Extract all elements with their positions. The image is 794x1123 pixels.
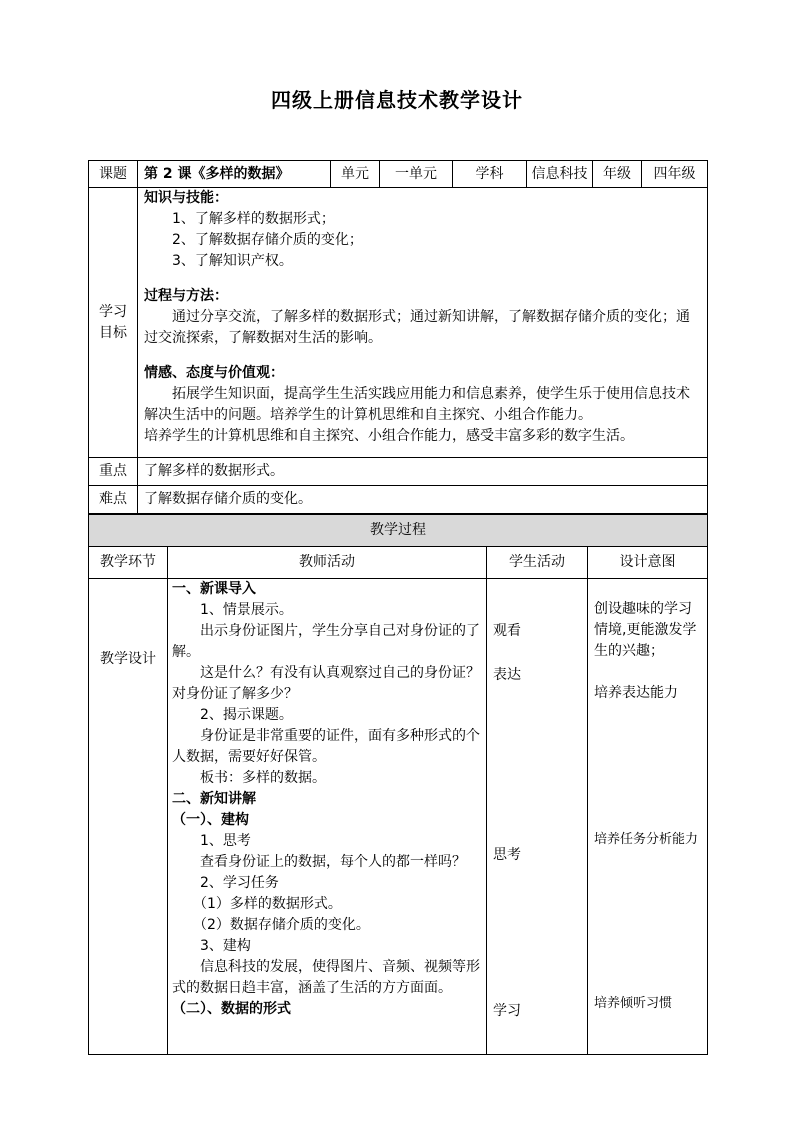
unit-label: 单元 — [331, 161, 380, 188]
teacher-heading-4: （二）、数据的形式 — [172, 1001, 291, 1017]
student-activity-4: 学习 — [493, 1003, 521, 1019]
teacher-heading-1: 一、新课导入 — [172, 581, 256, 597]
teacher-line-2: 出示身份证图片，学生分享自己对身份证的了解。 — [172, 623, 480, 660]
process-content-row — [89, 579, 708, 1055]
subject-label: 学科 — [453, 161, 527, 188]
document-title: 四级上册信息技术教学设计 — [271, 88, 523, 112]
teacher-line-13: 信息科技的发展，使得图片、音频、视频等形式的数据日趋丰富，涵盖了生活的方方面面。 — [172, 959, 480, 996]
intent-2: 培养表达能力 — [594, 685, 678, 701]
teacher-line-6: 板书：多样的数据。 — [200, 770, 326, 786]
difficulty-label: 难点 — [89, 486, 138, 514]
col-header-teacher: 教师活动 — [168, 547, 487, 579]
student-activity-cell — [487, 579, 588, 1055]
teacher-line-8: 查看身份证上的数据，每个人的都一样吗？ — [200, 854, 466, 870]
process-header-row — [89, 547, 708, 579]
header-row — [89, 161, 708, 188]
process-heading: 过程与方法： — [144, 288, 228, 304]
teacher-line-5: 身份证是非常重要的证件，面有多种形式的个人数据，需要好好保管。 — [172, 728, 480, 765]
knowledge-item-2: 2、了解数据存储介质的变化； — [172, 232, 363, 248]
intent-3: 培养任务分析能力 — [594, 832, 699, 847]
teacher-line-3: 这是什么？有没有认真观察过自己的身份证？对身份证了解多少？ — [172, 665, 480, 702]
stage-cell: 教学设计 — [89, 579, 168, 1055]
col-header-stage: 教学环节 — [89, 547, 168, 579]
teacher-line-4: 2、揭示课题。 — [200, 707, 293, 723]
student-activity-3: 思考 — [493, 847, 521, 863]
emotion-text-2: 培养学生的计算机思维和自主探究、小组合作能力，感受丰富多彩的数字生活。 — [144, 428, 634, 444]
unit-value: 一单元 — [380, 161, 453, 188]
objectives-label-line2: 目标 — [99, 324, 127, 341]
col-header-student: 学生活动 — [487, 547, 588, 579]
intent-1: 创设趣味的学习情境,更能激发学生的兴趣； — [594, 601, 697, 659]
process-section-row — [89, 515, 708, 547]
difficulty-row — [89, 486, 708, 514]
teacher-activity-cell — [168, 579, 487, 1055]
objectives-row — [89, 188, 708, 458]
knowledge-heading: 知识与技能： — [144, 190, 228, 206]
key-point-label: 重点 — [89, 458, 138, 486]
key-point-row — [89, 458, 708, 486]
intent-4: 培养倾听习惯 — [594, 996, 673, 1011]
teacher-line-9: 2、学习任务 — [200, 875, 279, 891]
course-value: 第 2 课《多样的数据》 — [138, 161, 331, 188]
teacher-line-12: 3、建构 — [200, 938, 251, 954]
process-section-title: 教学过程 — [89, 515, 708, 547]
student-activity-2: 表达 — [493, 667, 521, 683]
teaching-process-table — [88, 514, 708, 1055]
grade-label: 年级 — [593, 161, 642, 188]
objectives-content — [138, 188, 708, 458]
teacher-line-7: 1、思考 — [200, 833, 251, 849]
teacher-line-1: 1、情景展示。 — [200, 602, 293, 618]
grade-value: 四年级 — [642, 161, 708, 188]
lesson-info-table — [88, 160, 708, 514]
teacher-line-10: （1）多样的数据形式。 — [193, 896, 342, 912]
key-point-value: 了解多样的数据形式。 — [138, 458, 708, 486]
knowledge-item-3: 3、了解知识产权。 — [172, 253, 293, 269]
difficulty-value: 了解数据存储介质的变化。 — [138, 486, 708, 514]
emotion-text-1: 拓展学生知识面，提高学生生活实践应用能力和信息素养，使学生乐于使用信息技术解决生活中的问题。培养学生的计算机思维和自主探究、小组合作能力。 — [144, 386, 690, 423]
teacher-heading-2: 二、新知讲解 — [172, 791, 256, 807]
col-header-intent: 设计意图 — [588, 547, 708, 579]
design-intent-cell — [588, 579, 708, 1055]
teacher-line-11: （2）数据存储介质的变化。 — [193, 917, 370, 933]
teacher-heading-3: （一）、建构 — [172, 812, 249, 828]
objectives-label — [89, 188, 138, 458]
subject-value: 信息科技 — [527, 161, 593, 188]
knowledge-item-1: 1、了解多样的数据形式； — [172, 211, 335, 227]
objectives-label-line1: 学习 — [99, 303, 127, 320]
process-text: 通过分享交流，了解多样的数据形式；通过新知讲解，了解数据存储介质的变化；通过交流探索，了解数据对生活的影响。 — [144, 309, 690, 346]
emotion-heading: 情感、态度与价值观： — [144, 365, 284, 381]
student-activity-1: 观看 — [493, 623, 521, 639]
course-label: 课题 — [89, 161, 138, 188]
